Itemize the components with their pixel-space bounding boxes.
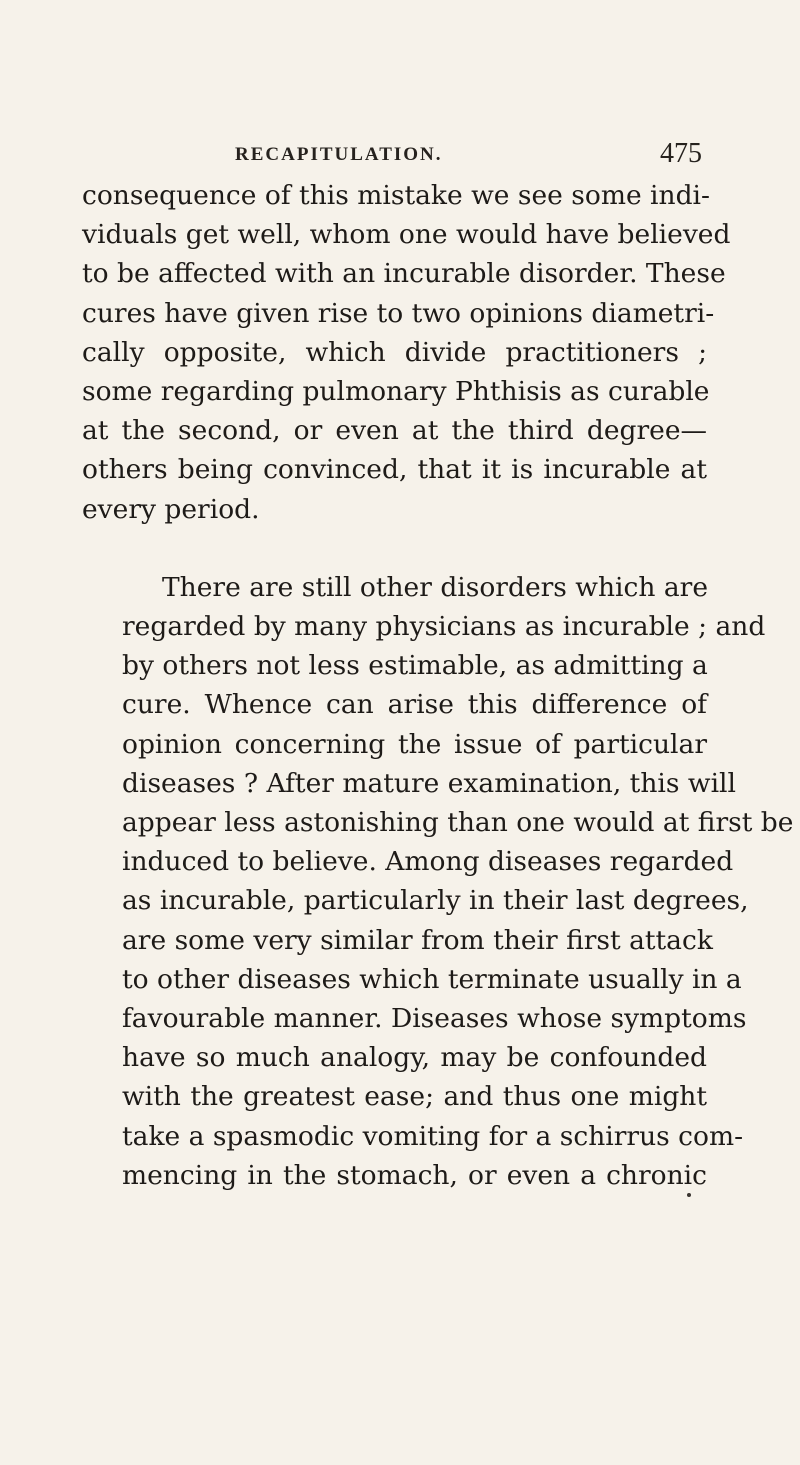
text-line: induced to believe. Among diseases regarded: [122, 846, 734, 878]
text-line: to be affected with an incurable disorder. These: [82, 258, 726, 290]
text-line: favourable manner. Diseases whose symptoms: [122, 1003, 747, 1035]
text-line: every period.: [82, 493, 260, 525]
text-line: at the second, or even at the third degree—: [82, 415, 707, 447]
text-line: some regarding pulmonary Phthisis as curable: [82, 376, 710, 408]
paragraph-2: [82, 568, 794, 1195]
text-line: opinion concerning the issue of particular: [122, 728, 707, 760]
body-text: [82, 176, 794, 1195]
text-line: There are still other disorders which are: [162, 571, 709, 603]
text-line: diseases ? After mature examination, this will: [122, 767, 736, 799]
page-number: 475: [660, 138, 702, 169]
text-line: to other diseases which terminate usually in a: [122, 963, 742, 995]
ink-speck: [687, 1193, 691, 1197]
text-line: as incurable, particularly in their last degrees,: [122, 885, 749, 917]
text-line: others being convinced, that it is incurable at: [82, 454, 707, 486]
text-line: consequence of this mistake we see some indi-: [82, 180, 710, 211]
running-title: RECAPITULATION.: [235, 144, 443, 165]
text-line: with the greatest ease; and thus one might: [122, 1081, 707, 1113]
text-line: by others not less estimable, as admitting a: [122, 650, 708, 682]
text-line: viduals get well, whom one would have believed: [82, 219, 731, 251]
text-line: regarded by many physicians as incurable ; and: [122, 611, 766, 643]
text-line: cure. Whence can arise this difference of: [122, 689, 707, 721]
text-line: have so much analogy, may be confounded: [122, 1042, 707, 1074]
text-line: appear less astonishing than one would at first be: [122, 807, 794, 839]
paragraph-1: [82, 176, 731, 529]
text-line: mencing in the stomach, or even a chronic: [122, 1159, 707, 1191]
text-line: cures have given rise to two opinions diametri-: [82, 297, 715, 329]
text-line: take a spasmodic vomiting for a schirrus com-: [122, 1120, 744, 1152]
text-line: cally opposite, which divide practitioners ;: [82, 336, 707, 368]
text-line: are some very similar from their first attack: [122, 924, 713, 956]
running-head: [235, 138, 702, 172]
